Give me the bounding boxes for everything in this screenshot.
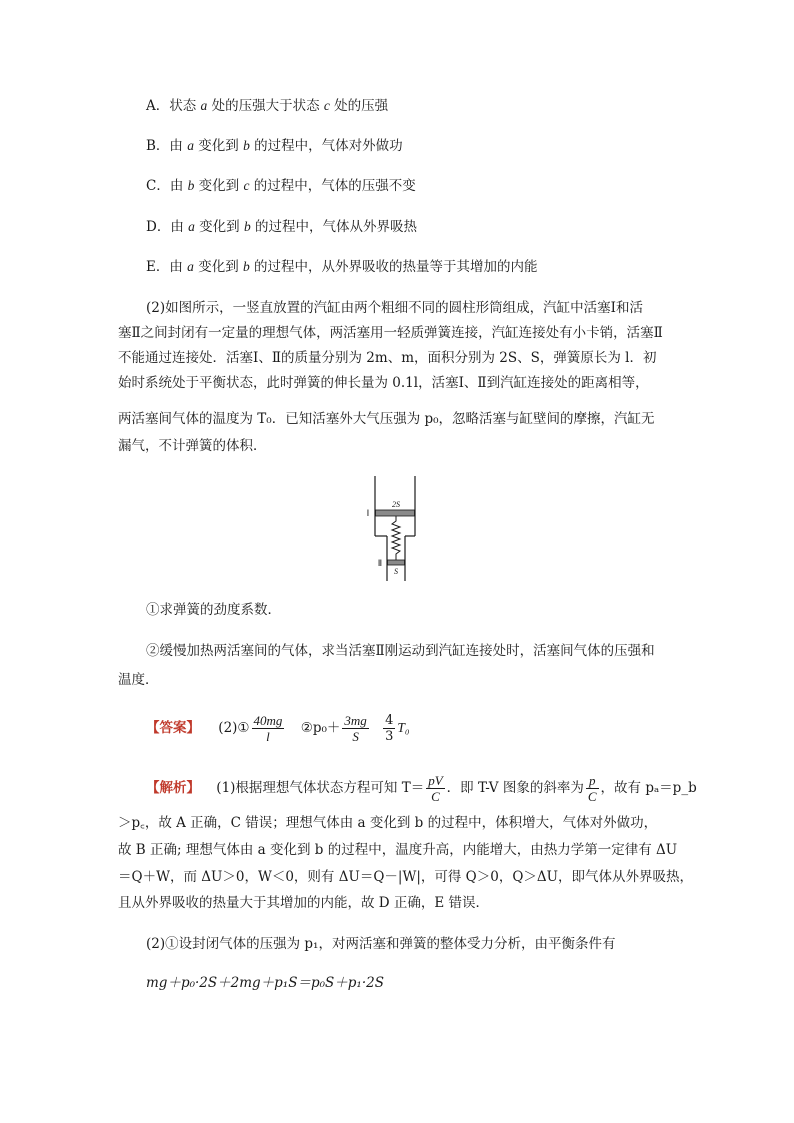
option-e: E．由 a 变化到 b 的过程中，从外界吸收的热量等于其增加的内能 [146,259,538,275]
analysis-tag: 【解析】 [146,780,200,796]
cylinder-diagram [360,474,430,584]
label-piston-2: Ⅱ [377,558,383,568]
question-2-line2: 温度． [118,672,159,688]
piston-1 [376,510,415,516]
piston-2 [388,560,405,565]
question-2-line1: ②缓慢加热两活塞间的气体，求当活塞Ⅱ刚运动到汽缸连接处时，活塞间气体的压强和 [146,643,655,659]
problem2-line: (2)如图所示，一竖直放置的汽缸由两个粗细不同的圆柱形筒组成，汽缸中活塞Ⅰ和活 [146,300,643,316]
option-c: C．由 b 变化到 c 的过程中，气体的压强不变 [146,178,416,194]
question-1: ①求弹簧的劲度系数． [146,602,281,618]
answer-line: 【答案】 (2)① $\frac{40mg}{l}$ ②p₀＋ $\frac{3mg}{S}$ $\frac{4}{3}$ T₀ [146,713,410,744]
equation: mg＋p₀·2S＋2mg＋p₁S＝p₀S＋p₁·2S [146,975,384,991]
analysis-line: 且从外界吸收的热量大于其增加的内能，故 D 正确，E 错误． [118,895,490,911]
problem2-line: 塞Ⅱ之间封闭有一定量的理想气体，两活塞用一轻质弹簧连接，汽缸连接处有小卡销，活塞Ⅱ [118,325,663,341]
analysis-line: ＞p꜀，故 A 正确，C 错误；理想气体由 a 变化到 b 的过程中，体积增大，气体对外做功， [118,815,658,831]
answer-tag: 【答案】 [146,720,200,736]
label-s: S [394,567,398,576]
problem2-line: 始时系统处于平衡状态，此时弹簧的伸长量为 0.1l，活塞Ⅰ、Ⅱ到汽缸连接处的距离相等， [118,375,649,391]
problem2-line: 漏气，不计弹簧的体积． [118,438,267,454]
spring [392,516,400,560]
label-piston-1: Ⅰ [366,508,370,518]
analysis-line1: 【解析】 (1)根据理想气体状态方程可知 T＝ $\frac{pV}{C}$ ．即 T-V 图象的斜率为 $\frac{p}{C}$ ，故有 pₐ＝p_b [146,773,697,804]
analysis-line: ＝Q＋W，而 ΔU＞0，W＜0，则有 ΔU＝Q－|W|，可得 Q＞0，Q＞ΔU，即气体从外界吸热， [118,869,694,885]
option-d: D．由 a 变化到 b 的过程中，气体从外界吸热 [146,219,418,235]
problem2-line: 不能通过连接处．活塞Ⅰ、Ⅱ的质量分别为 2m、m，面积分别为 2S、S，弹簧原长为 l．初 [118,350,657,366]
analysis-line: 故 B 正确; 理想气体由 a 变化到 b 的过程中，温度升高，内能增大，由热力学第一定律有 ΔU [118,842,678,858]
label-2s: 2S [392,500,400,509]
analysis-line: (2)①设封闭气体的压强为 p₁，对两活塞和弹簧的整体受力分析，由平衡条件有 [146,936,616,952]
option-b: B．由 a 变化到 b 的过程中，气体对外做功 [146,138,403,154]
option-a: A．状态 a 处的压强大于状态 c 处的压强 [146,98,389,114]
problem2-line: 两活塞间气体的温度为 T₀．已知活塞外大气压强为 p₀，忽略活塞与缸壁间的摩擦，汽缸无 [118,411,655,427]
